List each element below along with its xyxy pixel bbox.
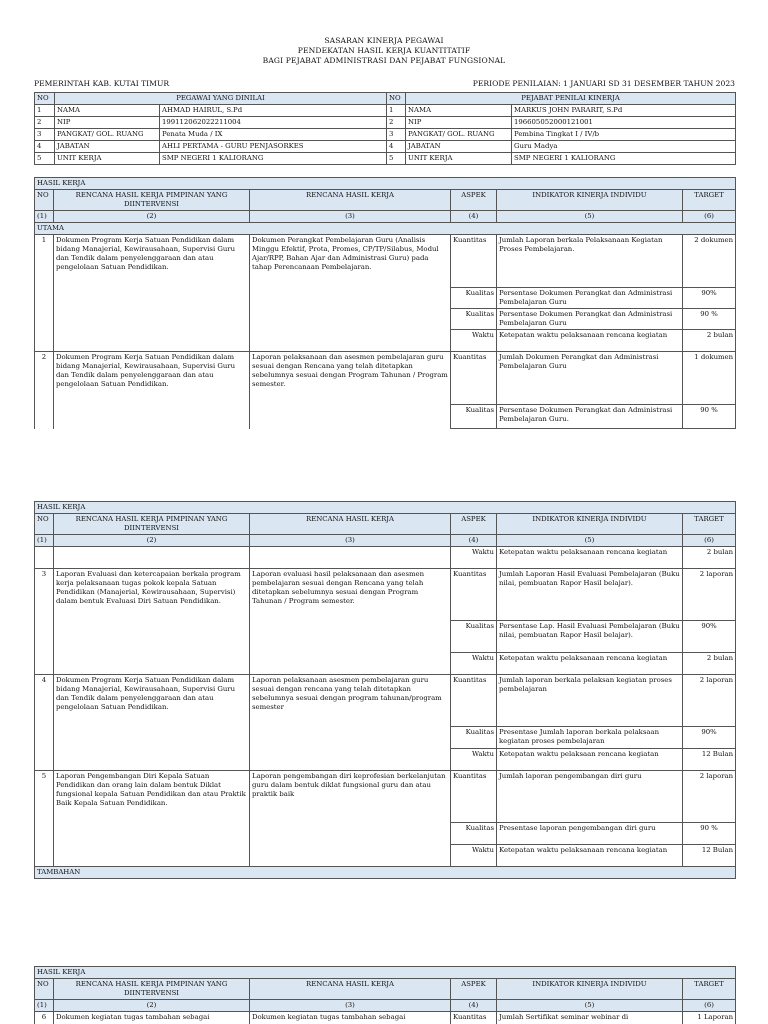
item-number — [35, 547, 54, 569]
col-index: (5) — [497, 535, 683, 547]
col-index: (1) — [35, 1000, 54, 1012]
row-number: 1 — [35, 105, 55, 117]
aspek-cell: Kuantitas — [451, 675, 497, 727]
section-hasil-kerja: HASIL KERJA — [35, 967, 736, 979]
column-index-row — [35, 535, 736, 547]
col-target: TARGET — [683, 514, 736, 535]
indikator-cell: Persentase Dokumen Perangkat dan Administrasi Pembelajaran Guru. — [497, 405, 683, 429]
row-number: 3 — [35, 129, 55, 141]
target-cell: 2 bulan — [683, 330, 736, 352]
col-index: (5) — [497, 211, 683, 223]
rhk-cell: Laporan pengembangan diri keprofesian berkelanjutan guru dalam bentuk diklat fungsional guru dan atau praktik baik — [250, 771, 451, 867]
field-value: AHLI PERTAMA - GURU PENJASORKES — [160, 141, 387, 153]
indikator-cell: Jumlah Dokumen Perangkat dan Administrasi Pembelajaran Guru — [497, 352, 683, 405]
item-number: 6 — [35, 1012, 54, 1024]
identity-row — [35, 105, 736, 117]
col-index: (2) — [54, 1000, 250, 1012]
section-hasil-kerja: HASIL KERJA — [35, 178, 736, 190]
indikator-cell: Jumlah laporan berkala pelaksan kegiatan proses pembelajaran — [497, 675, 683, 727]
aspek-cell: Kualitas — [451, 727, 497, 749]
target-cell: 1 dokumen — [683, 352, 736, 405]
col-rhk: RENCANA HASIL KERJA — [250, 190, 451, 211]
col-index: (4) — [451, 1000, 497, 1012]
aspek-cell: Kualitas — [451, 288, 497, 309]
indikator-cell: Ketepatan waktu pelaksanaan rencana kegiatan — [497, 653, 683, 675]
rhk-pimpinan-cell: Laporan Pengembangan Diri Kepala Satuan Pendidikan dan orang lain dalam bentuk Diklat fungsional kepala Satuan Pendidikan dan atau Praktik Baik Kepala Satuan Pendidikan. — [54, 771, 250, 867]
rhk-pimpinan-cell: Dokumen Program Kerja Satuan Pendidikan dalam bidang Manajerial, Kewirausahaan, Supervisi Guru dan Tendik dalam penyelenggaraan dan atau pengelolaan Satuan Pendidikan. — [54, 235, 250, 352]
aspek-cell: Kualitas — [451, 309, 497, 330]
title-line-2: PENDEKATAN HASIL KERJA KUANTITATIF — [297, 46, 471, 55]
title-line-3: BAGI PEJABAT ADMINISTRASI DAN PEJABAT FUNGSIONAL — [262, 56, 506, 65]
rhk-pimpinan-cell: Laporan Evaluasi dan ketercapaian berkala program kerja pelaksanaan tugas pokok kepala Satuan Pendidikan (Manajerial, Kewirausahaan, Supervisi) dalam bentuk Evaluasi Diri Satuan Pendidikan. — [54, 569, 250, 675]
section-tambahan: TAMBAHAN — [35, 867, 736, 879]
row-number: 2 — [387, 117, 406, 129]
column-index-row — [35, 1000, 736, 1012]
target-cell: 2 bulan — [683, 653, 736, 675]
target-cell: 90 % — [683, 405, 736, 429]
title-line-1: SASARAN KINERJA PEGAWAI — [324, 36, 444, 45]
periode-label: PERIODE PENILAIAN: 1 JANUARI SD 31 DESEMBER TAHUN 2023 — [472, 79, 735, 88]
col-rhk-pimpinan: RENCANA HASIL KERJA PIMPINAN YANG DIINTERVENSI — [54, 190, 250, 211]
indikator-cell: Persentase Dokumen Perangkat dan Administrasi Pembelajaran Guru — [497, 309, 683, 330]
table-row — [35, 771, 736, 823]
rhk-pimpinan-cell — [54, 547, 250, 569]
document-title — [0, 36, 768, 66]
column-header-row — [35, 979, 736, 1000]
page-break — [0, 884, 768, 965]
col-rhk: RENCANA HASIL KERJA — [250, 979, 451, 1000]
identity-table — [34, 92, 736, 165]
rhk-pimpinan-cell: Dokumen kegiatan tugas tambahan sebagai — [54, 1012, 250, 1024]
rhk-cell: Dokumen kegiatan tugas tambahan sebagai — [250, 1012, 451, 1024]
aspek-cell: Kuantitas — [451, 235, 497, 288]
col-index: (4) — [451, 211, 497, 223]
item-number: 5 — [35, 771, 54, 867]
col-index: (3) — [250, 535, 451, 547]
field-value: Penata Muda / IX — [160, 129, 387, 141]
section-hasil-kerja: HASIL KERJA — [35, 502, 736, 514]
col-index: (4) — [451, 535, 497, 547]
indikator-cell: Persentase Dokumen Perangkat dan Administrasi Pembelajaran Guru — [497, 288, 683, 309]
item-number: 4 — [35, 675, 54, 771]
hasil-kerja-table-page-2 — [34, 501, 736, 879]
target-cell: 1 Laporan — [683, 1012, 736, 1024]
item-number: 1 — [35, 235, 54, 352]
table-row — [35, 547, 736, 569]
pejabat-penilai-header: PEJABAT PENILAI KINERJA — [406, 93, 736, 105]
col-aspek: ASPEK — [451, 190, 497, 211]
field-label: PANGKAT/ GOL. RUANG — [55, 129, 160, 141]
indikator-cell: Ketepatan waktu pelaksanaan rencana kegiatan — [497, 330, 683, 352]
col-rhk-pimpinan: RENCANA HASIL KERJA PIMPINAN YANG DIINTERVENSI — [54, 979, 250, 1000]
field-value: Guru Madya — [512, 141, 736, 153]
column-header-row — [35, 190, 736, 211]
rhk-cell: Dokumen Perangkat Pembelajaran Guru (Analisis Minggu Efektif, Prota, Promes, CP/TP/Silabus, Modul Ajar/RPP, Bahan Ajar dan Administrasi Guru) pada tahap Perencanaan Pembelajaran. — [250, 235, 451, 352]
aspek-cell: Waktu — [451, 547, 497, 569]
table-row — [35, 235, 736, 288]
col-no: NO — [35, 190, 54, 211]
identity-row — [35, 129, 736, 141]
target-cell: 2 dokumen — [683, 235, 736, 288]
col-index: (1) — [35, 535, 54, 547]
no-header: NO — [387, 93, 406, 105]
field-label: NAMA — [55, 105, 160, 117]
field-label: UNIT KERJA — [55, 153, 160, 165]
field-value: SMP NEGERI 1 KALIORANG — [160, 153, 387, 165]
no-header: NO — [35, 93, 55, 105]
col-indikator: INDIKATOR KINERJA INDIVIDU — [497, 514, 683, 535]
field-label: PANGKAT/ GOL. RUANG — [406, 129, 512, 141]
col-index: (6) — [683, 535, 736, 547]
field-value: SMP NEGERI 1 KALIORANG — [512, 153, 736, 165]
indikator-cell: Jumlah Sertifikat seminar webinar di — [497, 1012, 683, 1024]
hasil-kerja-table-page-3 — [34, 966, 736, 1024]
indikator-cell: Presentase laporan pengembangan diri guru — [497, 823, 683, 845]
indikator-cell: Jumlah laporan pengembangan diri guru — [497, 771, 683, 823]
pegawai-dinilai-header: PEGAWAI YANG DINILAI — [55, 93, 387, 105]
target-cell: 90% — [683, 727, 736, 749]
rhk-pimpinan-cell: Dokumen Program Kerja Satuan Pendidikan dalam bidang Manajerial, Kewirausahaan, Supervisi Guru dan Tendik dalam penyelenggaraan dan atau pengelolaan Satuan Pendidikan. — [54, 675, 250, 771]
target-cell: 2 laporan — [683, 675, 736, 727]
col-no: NO — [35, 514, 54, 535]
aspek-cell: Waktu — [451, 845, 497, 867]
row-number: 5 — [35, 153, 55, 165]
rhk-cell: Laporan pelaksanaan dan asesmen pembelajaran guru sesuai dengan Rencana yang telah ditetapkan sebelumnya sesuai dengan Program Tahunan / Program semester. — [250, 352, 451, 429]
identity-header-row — [35, 93, 736, 105]
page-break — [0, 430, 768, 500]
col-aspek: ASPEK — [451, 979, 497, 1000]
row-number: 4 — [35, 141, 55, 153]
field-label: NIP — [55, 117, 160, 129]
indikator-cell: Ketepatan waktu pelaksaan rencana kegiatan — [497, 749, 683, 771]
col-rhk-pimpinan: RENCANA HASIL KERJA PIMPINAN YANG DIINTERVENSI — [54, 514, 250, 535]
col-indikator: INDIKATOR KINERJA INDIVIDU — [497, 190, 683, 211]
aspek-cell: Kualitas — [451, 823, 497, 845]
row-number: 3 — [387, 129, 406, 141]
row-number: 2 — [35, 117, 55, 129]
indikator-cell: Jumlah Laporan Hasil Evaluasi Pembelajaran (Buku nilai, pembuatan Rapor Hasil belajar). — [497, 569, 683, 621]
col-index: (1) — [35, 211, 54, 223]
indikator-cell: Persentase Lap. Hasil Evaluasi Pembelajaran (Buku nilai, pembuatan Rapor Hasil belajar). — [497, 621, 683, 653]
col-index: (6) — [683, 211, 736, 223]
col-index: (6) — [683, 1000, 736, 1012]
indikator-cell: Ketepatan waktu pelaksanaan rencana kegiatan — [497, 547, 683, 569]
col-aspek: ASPEK — [451, 514, 497, 535]
identity-row — [35, 153, 736, 165]
table-row — [35, 352, 736, 405]
column-header-row — [35, 514, 736, 535]
field-label: NIP — [406, 117, 512, 129]
rhk-pimpinan-cell: Dokumen Program Kerja Satuan Pendidikan dalam bidang Manajerial, Kewirausahaan, Supervisi Guru dan Tendik dalam penyelenggaraan dan atau pengelolaan Satuan Pendidikan. — [54, 352, 250, 429]
indikator-cell: Ketepatan waktu pelaksanaan rencana kegiatan — [497, 845, 683, 867]
col-rhk: RENCANA HASIL KERJA — [250, 514, 451, 535]
aspek-cell: Waktu — [451, 653, 497, 675]
target-cell: 2 laporan — [683, 569, 736, 621]
col-no: NO — [35, 979, 54, 1000]
col-index: (3) — [250, 211, 451, 223]
aspek-cell: Kuantitas — [451, 352, 497, 405]
indikator-cell: Presentase Jumlah laporan berkala pelaksaan kegiatan proses pembelajaran — [497, 727, 683, 749]
rhk-cell: Laporan pelaksanaan asesmen pembelajaran guru sesuai dengan rencana yang telah ditetapkan sebelumnya sesuai dengan program tahunan/program semester — [250, 675, 451, 771]
target-cell: 12 Bulan — [683, 845, 736, 867]
row-number: 1 — [387, 105, 406, 117]
target-cell: 2 bulan — [683, 547, 736, 569]
col-index: (2) — [54, 535, 250, 547]
table-row — [35, 569, 736, 621]
item-number: 3 — [35, 569, 54, 675]
field-label: JABATAN — [55, 141, 160, 153]
field-label: NAMA — [406, 105, 512, 117]
target-cell: 90 % — [683, 823, 736, 845]
item-number: 2 — [35, 352, 54, 429]
aspek-cell: Kuantitas — [451, 1012, 497, 1024]
aspek-cell: Kuantitas — [451, 771, 497, 823]
aspek-cell: Kualitas — [451, 405, 497, 429]
row-number: 4 — [387, 141, 406, 153]
col-index: (3) — [250, 1000, 451, 1012]
identity-row — [35, 141, 736, 153]
target-cell: 90 % — [683, 309, 736, 330]
target-cell: 12 Bulan — [683, 749, 736, 771]
field-label: UNIT KERJA — [406, 153, 512, 165]
table-row — [35, 675, 736, 727]
target-cell: 90% — [683, 288, 736, 309]
row-number: 5 — [387, 153, 406, 165]
aspek-cell: Kualitas — [451, 621, 497, 653]
field-value: 199112062022211004 — [160, 117, 387, 129]
identity-row — [35, 117, 736, 129]
field-value: Pembina Tingkat I / IV/b — [512, 129, 736, 141]
column-index-row — [35, 211, 736, 223]
instansi-label: PEMERINTAH KAB. KUTAI TIMUR — [34, 79, 170, 88]
hasil-kerja-table-page-1 — [34, 177, 736, 429]
col-indikator: INDIKATOR KINERJA INDIVIDU — [497, 979, 683, 1000]
section-utama: UTAMA — [35, 223, 736, 235]
indikator-cell: Jumlah Laporan berkala Pelaksanaan Kegiatan Proses Pembelajaran. — [497, 235, 683, 288]
field-label: JABATAN — [406, 141, 512, 153]
rhk-cell — [250, 547, 451, 569]
table-row — [35, 1012, 736, 1024]
target-cell: 2 laporan — [683, 771, 736, 823]
aspek-cell: Waktu — [451, 330, 497, 352]
aspek-cell: Kuantitas — [451, 569, 497, 621]
col-index: (5) — [497, 1000, 683, 1012]
aspek-cell: Waktu — [451, 749, 497, 771]
field-value: 196605052000121001 — [512, 117, 736, 129]
field-value: MARKUS JOHN PARARIT, S.Pd — [512, 105, 736, 117]
col-target: TARGET — [683, 190, 736, 211]
field-value: AHMAD HAIRUL, S.Pd — [160, 105, 387, 117]
col-target: TARGET — [683, 979, 736, 1000]
rhk-cell: Laporan evaluasi hasil pelaksanaan dan asesmen pembelajaran sesuai dengan Rencana yang telah ditetapkan sebelumnya sesuai dengan Program Tahunan / Program semester. — [250, 569, 451, 675]
col-index: (2) — [54, 211, 250, 223]
target-cell: 90% — [683, 621, 736, 653]
